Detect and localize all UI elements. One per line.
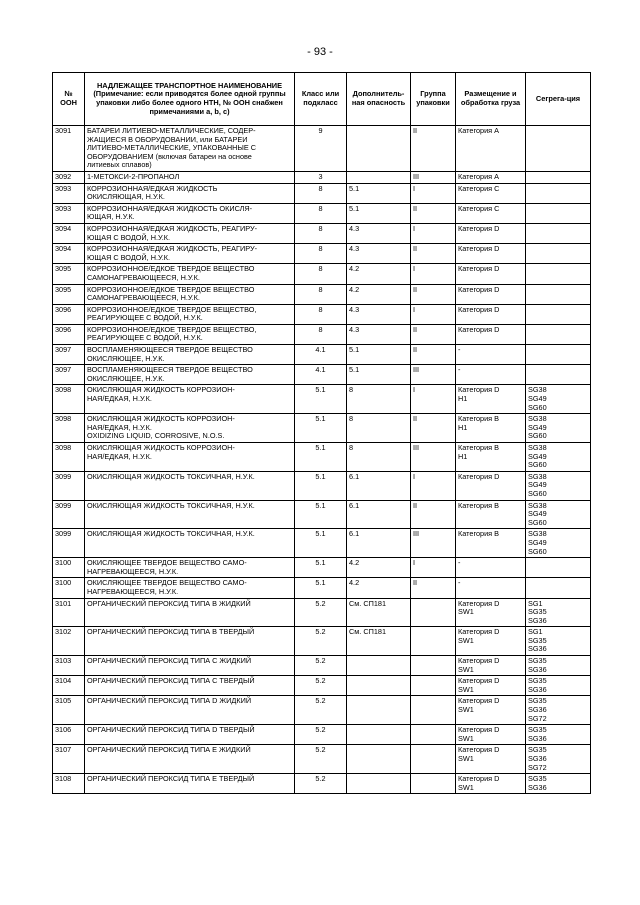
cell-packing-group: II <box>411 345 456 365</box>
cell-subsidiary-risk: 8 <box>347 443 411 472</box>
cell-un-no: 3093 <box>53 183 85 203</box>
cell-stowage: Категория D <box>456 223 526 243</box>
cell-subsidiary-risk: 4.3 <box>347 223 411 243</box>
table-row <box>53 443 591 472</box>
table-row <box>53 203 591 223</box>
cell-un-no: 3095 <box>53 264 85 284</box>
cell-packing-group: II <box>411 203 456 223</box>
cell-un-no: 3093 <box>53 203 85 223</box>
cell-subsidiary-risk: 5.1 <box>347 365 411 385</box>
cell-segregation: SG38 SG49 SG60 <box>526 529 591 558</box>
cell-shipping-name: ОКИСЛЯЮЩАЯ ЖИДКОСТЬ КОРРОЗИОН- НАЯ/ЕДКАЯ, Н.У.К. <box>85 443 295 472</box>
cell-shipping-name: ОРГАНИЧЕСКИЙ ПЕРОКСИД ТИПА С ЖИДКИЙ <box>85 656 295 676</box>
cell-segregation <box>526 264 591 284</box>
cell-segregation: SG35 SG36 <box>526 656 591 676</box>
cell-subsidiary-risk: 6.1 <box>347 500 411 529</box>
cell-subsidiary-risk <box>347 745 411 774</box>
table-row <box>53 244 591 264</box>
table-row <box>53 183 591 203</box>
cell-class: 5.1 <box>295 471 347 500</box>
cell-class: 5.2 <box>295 745 347 774</box>
cell-subsidiary-risk: 5.1 <box>347 183 411 203</box>
table-row <box>53 598 591 627</box>
cell-un-no: 3100 <box>53 578 85 598</box>
cell-shipping-name: ОРГАНИЧЕСКИЙ ПЕРОКСИД ТИПА Е ТВЕРДЫЙ <box>85 774 295 794</box>
header-stowage: Размещение и обработка груза <box>456 73 526 126</box>
cell-un-no: 3097 <box>53 365 85 385</box>
cell-segregation: SG38 SG49 SG60 <box>526 443 591 472</box>
cell-class: 5.2 <box>295 656 347 676</box>
cell-segregation: SG35 SG36 <box>526 676 591 696</box>
cell-packing-group: I <box>411 304 456 324</box>
cell-segregation <box>526 126 591 172</box>
cell-un-no: 3105 <box>53 696 85 725</box>
cell-stowage: Категория D <box>456 471 526 500</box>
cell-un-no: 3100 <box>53 558 85 578</box>
cell-un-no: 3099 <box>53 529 85 558</box>
cell-class: 4.1 <box>295 365 347 385</box>
cell-shipping-name: КОРРОЗИОННАЯ/ЕДКАЯ ЖИДКОСТЬ, РЕАГИРУ- ЮЩАЯ С ВОДОЙ, Н.У.К. <box>85 244 295 264</box>
cell-subsidiary-risk: 4.3 <box>347 244 411 264</box>
table-row <box>53 304 591 324</box>
cell-class: 4.1 <box>295 345 347 365</box>
cell-packing-group <box>411 696 456 725</box>
cell-class: 8 <box>295 324 347 344</box>
cell-segregation <box>526 203 591 223</box>
table-row <box>53 627 591 656</box>
cell-segregation <box>526 223 591 243</box>
cell-un-no: 3102 <box>53 627 85 656</box>
cell-class: 8 <box>295 203 347 223</box>
cell-class: 8 <box>295 284 347 304</box>
cell-un-no: 3098 <box>53 385 85 414</box>
cell-shipping-name: КОРРОЗИОННАЯ/ЕДКАЯ ЖИДКОСТЬ, РЕАГИРУ- ЮЩАЯ С ВОДОЙ, Н.У.К. <box>85 223 295 243</box>
cell-class: 8 <box>295 223 347 243</box>
cell-stowage: Категория A <box>456 171 526 183</box>
cell-shipping-name: ОКИСЛЯЮЩАЯ ЖИДКОСТЬ ТОКСИЧНАЯ, Н.У.К. <box>85 500 295 529</box>
cell-class: 5.2 <box>295 774 347 794</box>
cell-stowage: - <box>456 558 526 578</box>
cell-packing-group: II <box>411 284 456 304</box>
cell-shipping-name: ОРГАНИЧЕСКИЙ ПЕРОКСИД ТИПА D ТВЕРДЫЙ <box>85 725 295 745</box>
cell-un-no: 3096 <box>53 304 85 324</box>
cell-packing-group <box>411 774 456 794</box>
cell-packing-group: II <box>411 324 456 344</box>
header-segregation: Сегрега-ция <box>526 73 591 126</box>
cell-subsidiary-risk: 6.1 <box>347 529 411 558</box>
cell-subsidiary-risk: 4.2 <box>347 284 411 304</box>
cell-class: 5.1 <box>295 578 347 598</box>
page-number: - 93 - <box>307 46 333 58</box>
table-row <box>53 171 591 183</box>
cell-shipping-name: КОРРОЗИОННОЕ/ЕДКОЕ ТВЕРДОЕ ВЕЩЕСТВО, РЕАГИРУЮЩЕЕ С ВОДОЙ, Н.У.К. <box>85 324 295 344</box>
cell-packing-group <box>411 745 456 774</box>
table-row <box>53 345 591 365</box>
cell-segregation: SG38 SG49 SG60 <box>526 414 591 443</box>
cell-segregation: SG38 SG49 SG60 <box>526 471 591 500</box>
cell-subsidiary-risk <box>347 126 411 172</box>
cell-shipping-name: КОРРОЗИОННАЯ/ЕДКАЯ ЖИДКОСТЬ ОКИСЛЯЮЩАЯ, Н.У.К. <box>85 183 295 203</box>
cell-subsidiary-risk <box>347 696 411 725</box>
table-row <box>53 578 591 598</box>
table-row <box>53 745 591 774</box>
cell-un-no: 3094 <box>53 244 85 264</box>
cell-class: 8 <box>295 304 347 324</box>
cell-subsidiary-risk: 4.2 <box>347 558 411 578</box>
cell-class: 5.2 <box>295 598 347 627</box>
cell-un-no: 3094 <box>53 223 85 243</box>
cell-subsidiary-risk: 5.1 <box>347 345 411 365</box>
cell-segregation <box>526 284 591 304</box>
table-row <box>53 529 591 558</box>
table-row <box>53 414 591 443</box>
dangerous-goods-table <box>52 72 591 794</box>
cell-segregation: SG35 SG36 <box>526 725 591 745</box>
cell-shipping-name: ОКИСЛЯЮЩЕЕ ТВЕРДОЕ ВЕЩЕСТВО САМО- НАГРЕВАЮЩЕЕСЯ, Н.У.К. <box>85 558 295 578</box>
cell-un-no: 3098 <box>53 414 85 443</box>
cell-stowage: Категория D <box>456 284 526 304</box>
table-row <box>53 284 591 304</box>
cell-packing-group: III <box>411 529 456 558</box>
cell-stowage: Категория D SW1 <box>456 627 526 656</box>
cell-stowage: Категория C <box>456 183 526 203</box>
cell-packing-group: I <box>411 223 456 243</box>
cell-class: 8 <box>295 183 347 203</box>
cell-stowage: - <box>456 345 526 365</box>
table-row <box>53 676 591 696</box>
cell-packing-group: I <box>411 558 456 578</box>
cell-class: 8 <box>295 244 347 264</box>
cell-segregation <box>526 578 591 598</box>
cell-subsidiary-risk: См. СП181 <box>347 598 411 627</box>
cell-shipping-name: КОРРОЗИОННАЯ/ЕДКАЯ ЖИДКОСТЬ ОКИСЛЯ- ЮЩАЯ, Н.У.К. <box>85 203 295 223</box>
cell-stowage: Категория D <box>456 244 526 264</box>
cell-class: 5.2 <box>295 696 347 725</box>
cell-shipping-name: ВОСПЛАМЕНЯЮЩЕЕСЯ ТВЕРДОЕ ВЕЩЕСТВО ОКИСЛЯЮЩЕЕ, Н.У.К. <box>85 365 295 385</box>
cell-stowage: Категория C <box>456 203 526 223</box>
header-shipping-name <box>85 73 295 126</box>
cell-class: 3 <box>295 171 347 183</box>
cell-stowage: Категория D <box>456 304 526 324</box>
cell-segregation: SG38 SG49 SG60 <box>526 385 591 414</box>
cell-shipping-name: ОРГАНИЧЕСКИЙ ПЕРОКСИД ТИПА С ТВЕРДЫЙ <box>85 676 295 696</box>
cell-class: 5.2 <box>295 627 347 656</box>
cell-stowage: Категория B H1 <box>456 443 526 472</box>
cell-subsidiary-risk <box>347 676 411 696</box>
cell-segregation: SG35 SG36 <box>526 774 591 794</box>
cell-shipping-name: ОКИСЛЯЮЩАЯ ЖИДКОСТЬ КОРРОЗИОН- НАЯ/ЕДКАЯ, Н.У.К. <box>85 385 295 414</box>
cell-subsidiary-risk: 6.1 <box>347 471 411 500</box>
cell-segregation <box>526 183 591 203</box>
cell-class: 5.1 <box>295 500 347 529</box>
table-row <box>53 656 591 676</box>
cell-subsidiary-risk: См. СП181 <box>347 627 411 656</box>
cell-un-no: 3103 <box>53 656 85 676</box>
table-row <box>53 385 591 414</box>
cell-segregation <box>526 345 591 365</box>
table-row <box>53 774 591 794</box>
table-row <box>53 223 591 243</box>
table-body <box>53 126 591 794</box>
cell-shipping-name: КОРРОЗИОННОЕ/ЕДКОЕ ТВЕРДОЕ ВЕЩЕСТВО САМОНАГРЕВАЮЩЕЕСЯ, Н.У.К. <box>85 284 295 304</box>
cell-packing-group: II <box>411 578 456 598</box>
cell-packing-group <box>411 627 456 656</box>
cell-segregation <box>526 558 591 578</box>
cell-subsidiary-risk: 4.3 <box>347 324 411 344</box>
cell-un-no: 3095 <box>53 284 85 304</box>
cell-class: 5.1 <box>295 414 347 443</box>
cell-class: 5.2 <box>295 676 347 696</box>
cell-un-no: 3097 <box>53 345 85 365</box>
cell-class: 5.1 <box>295 558 347 578</box>
header-name-title: НАДЛЕЖАЩЕЕ ТРАНСПОРТНОЕ НАИМЕНОВАНИЕ <box>96 80 283 90</box>
cell-stowage: Категория D SW1 <box>456 656 526 676</box>
cell-un-no: 3098 <box>53 443 85 472</box>
cell-packing-group: I <box>411 385 456 414</box>
cell-un-no: 3099 <box>53 500 85 529</box>
table-row <box>53 696 591 725</box>
cell-stowage: Категория A <box>456 126 526 172</box>
cell-segregation: SG35 SG36 SG72 <box>526 696 591 725</box>
cell-shipping-name: КОРРОЗИОННОЕ/ЕДКОЕ ТВЕРДОЕ ВЕЩЕСТВО, РЕАГИРУЮЩЕЕ С ВОДОЙ, Н.У.К. <box>85 304 295 324</box>
table-row <box>53 324 591 344</box>
cell-class: 5.1 <box>295 443 347 472</box>
table-row <box>53 126 591 172</box>
cell-packing-group: II <box>411 414 456 443</box>
cell-subsidiary-risk: 5.1 <box>347 203 411 223</box>
cell-stowage: Категория D SW1 <box>456 598 526 627</box>
table-row <box>53 365 591 385</box>
cell-segregation <box>526 171 591 183</box>
table-row <box>53 500 591 529</box>
cell-shipping-name: ОРГАНИЧЕСКИЙ ПЕРОКСИД ТИПА Е ЖИДКИЙ <box>85 745 295 774</box>
cell-stowage: Категория D SW1 <box>456 725 526 745</box>
cell-stowage: Категория B H1 <box>456 414 526 443</box>
cell-subsidiary-risk: 4.2 <box>347 264 411 284</box>
cell-segregation <box>526 244 591 264</box>
table-header <box>53 73 591 126</box>
cell-class: 9 <box>295 126 347 172</box>
cell-packing-group: III <box>411 443 456 472</box>
cell-packing-group: III <box>411 365 456 385</box>
cell-un-no: 3099 <box>53 471 85 500</box>
cell-shipping-name: ОКИСЛЯЮЩАЯ ЖИДКОСТЬ ТОКСИЧНАЯ, Н.У.К. <box>85 471 295 500</box>
cell-segregation: SG1 SG35 SG36 <box>526 627 591 656</box>
cell-un-no: 3104 <box>53 676 85 696</box>
cell-shipping-name: ОКИСЛЯЮЩАЯ ЖИДКОСТЬ ТОКСИЧНАЯ, Н.У.К. <box>85 529 295 558</box>
cell-shipping-name: ОКИСЛЯЮЩЕЕ ТВЕРДОЕ ВЕЩЕСТВО САМО- НАГРЕВАЮЩЕЕСЯ, Н.У.К. <box>85 578 295 598</box>
cell-segregation: SG35 SG36 SG72 <box>526 745 591 774</box>
cell-packing-group: III <box>411 171 456 183</box>
table-row <box>53 725 591 745</box>
cell-packing-group: I <box>411 183 456 203</box>
cell-packing-group <box>411 725 456 745</box>
cell-stowage: Категория D SW1 <box>456 676 526 696</box>
cell-subsidiary-risk <box>347 774 411 794</box>
cell-segregation: SG1 SG35 SG36 <box>526 598 591 627</box>
header-packing-group: Группа упаковки <box>411 73 456 126</box>
cell-packing-group <box>411 676 456 696</box>
table-row <box>53 471 591 500</box>
cell-shipping-name: ОРГАНИЧЕСКИЙ ПЕРОКСИД ТИПА В ЖИДКИЙ <box>85 598 295 627</box>
cell-class: 5.1 <box>295 529 347 558</box>
cell-shipping-name: ВОСПЛАМЕНЯЮЩЕЕСЯ ТВЕРДОЕ ВЕЩЕСТВО ОКИСЛЯЮЩЕЕ, Н.У.К. <box>85 345 295 365</box>
cell-stowage: Категория B <box>456 529 526 558</box>
cell-un-no: 3101 <box>53 598 85 627</box>
cell-class: 5.2 <box>295 725 347 745</box>
table-row <box>53 264 591 284</box>
cell-un-no: 3096 <box>53 324 85 344</box>
cell-segregation <box>526 365 591 385</box>
cell-stowage: Категория D <box>456 264 526 284</box>
cell-stowage: Категория D <box>456 324 526 344</box>
cell-subsidiary-risk: 8 <box>347 414 411 443</box>
cell-subsidiary-risk: 8 <box>347 385 411 414</box>
cell-stowage: Категория D H1 <box>456 385 526 414</box>
header-un-no: № ООН <box>53 73 85 126</box>
cell-stowage: Категория B <box>456 500 526 529</box>
cell-segregation: SG38 SG49 SG60 <box>526 500 591 529</box>
cell-subsidiary-risk <box>347 725 411 745</box>
cell-class: 8 <box>295 264 347 284</box>
header-name-note: (Примечание: если приводятся более одной группы упаковки либо более одного НТН, № ООН снабжен примечаниями a, b, c) <box>93 89 286 116</box>
cell-un-no: 3108 <box>53 774 85 794</box>
cell-un-no: 3107 <box>53 745 85 774</box>
cell-segregation <box>526 304 591 324</box>
cell-subsidiary-risk <box>347 656 411 676</box>
cell-packing-group <box>411 656 456 676</box>
cell-packing-group: I <box>411 264 456 284</box>
header-subsidiary-risk: Дополнитель-ная опасность <box>347 73 411 126</box>
cell-shipping-name: ОРГАНИЧЕСКИЙ ПЕРОКСИД ТИПА В ТВЕРДЫЙ <box>85 627 295 656</box>
header-class: Класс или подкласс <box>295 73 347 126</box>
cell-shipping-name: КОРРОЗИОННОЕ/ЕДКОЕ ТВЕРДОЕ ВЕЩЕСТВО САМОНАГРЕВАЮЩЕЕСЯ, Н.У.К. <box>85 264 295 284</box>
table-row <box>53 558 591 578</box>
cell-class: 5.1 <box>295 385 347 414</box>
cell-stowage: Категория D SW1 <box>456 774 526 794</box>
cell-packing-group: I <box>411 471 456 500</box>
cell-subsidiary-risk: 4.3 <box>347 304 411 324</box>
cell-shipping-name: ОКИСЛЯЮЩАЯ ЖИДКОСТЬ КОРРОЗИОН- НАЯ/ЕДКАЯ, Н.У.К. OXIDIZING LIQUID, CORROSIVE, N.O.S. <box>85 414 295 443</box>
cell-packing-group: II <box>411 126 456 172</box>
cell-un-no: 3091 <box>53 126 85 172</box>
cell-shipping-name: ОРГАНИЧЕСКИЙ ПЕРОКСИД ТИПА D ЖИДКИЙ <box>85 696 295 725</box>
cell-stowage: - <box>456 365 526 385</box>
cell-segregation <box>526 324 591 344</box>
cell-shipping-name: БАТАРЕИ ЛИТИЕВО-МЕТАЛЛИЧЕСКИЕ, СОДЕР- ЖАЩИЕСЯ В ОБОРУДОВАНИИ, или БАТАРЕИ ЛИТИЕВО-МЕТАЛЛИЧЕСКИЕ, УПАКОВАННЫЕ С ОБОРУДОВАНИЕМ (включая батареи на основе литиевых сплавов) <box>85 126 295 172</box>
cell-stowage: Категория D SW1 <box>456 745 526 774</box>
cell-stowage: - <box>456 578 526 598</box>
cell-packing-group: II <box>411 500 456 529</box>
cell-subsidiary-risk <box>347 171 411 183</box>
cell-stowage: Категория D SW1 <box>456 696 526 725</box>
cell-packing-group <box>411 598 456 627</box>
cell-shipping-name: 1-МЕТОКСИ-2-ПРОПАНОЛ <box>85 171 295 183</box>
cell-subsidiary-risk: 4.2 <box>347 578 411 598</box>
cell-un-no: 3092 <box>53 171 85 183</box>
cell-packing-group: II <box>411 244 456 264</box>
cell-un-no: 3106 <box>53 725 85 745</box>
